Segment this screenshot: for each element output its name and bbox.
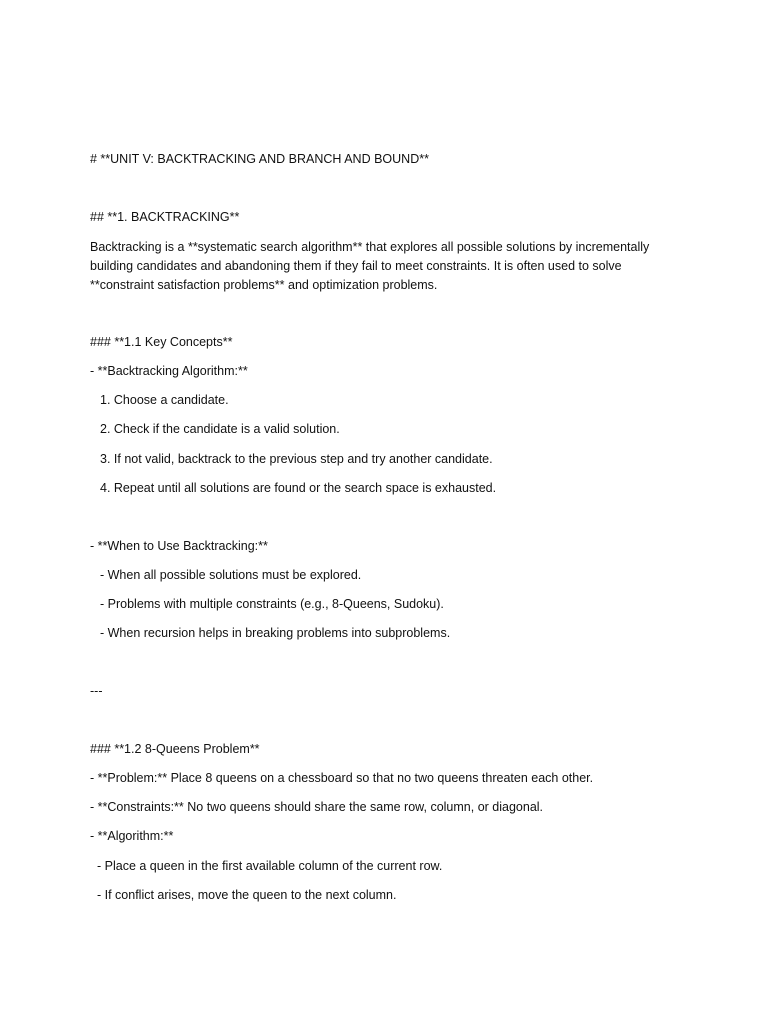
algorithm-step: 2. Check if the candidate is a valid solution. — [100, 422, 340, 436]
horizontal-separator: --- — [90, 684, 103, 698]
bullet-algorithm: - **Algorithm:** — [90, 829, 174, 843]
when-item: - When all possible solutions must be explored. — [100, 568, 362, 582]
bullet-problem: - **Problem:** Place 8 queens on a chessboard so that no two queens threaten each other. — [90, 771, 594, 785]
algorithm-step: 4. Repeat until all solutions are found or the search space is exhausted. — [100, 481, 497, 495]
bullet-when-to-use: - **When to Use Backtracking:** — [90, 539, 268, 553]
section-paragraph-backtracking: Backtracking is a **systematic search algorithm** that explores all possible solutions by incrementally building candidates and abandoning them if they fail to meet constraints. It is often used to solve **constraint satisfaction problems** and optimization problems. — [90, 240, 650, 292]
queens-algorithm-item: - If conflict arises, move the queen to the next column. — [97, 888, 397, 902]
algorithm-step: 3. If not valid, backtrack to the previous step and try another candidate. — [100, 452, 493, 466]
bullet-constraints: - **Constraints:** No two queens should share the same row, column, or diagonal. — [90, 800, 544, 814]
algorithm-step: 1. Choose a candidate. — [100, 393, 229, 407]
section-heading-backtracking: ## **1. BACKTRACKING** — [90, 210, 240, 224]
when-item: - Problems with multiple constraints (e.g., 8-Queens, Sudoku). — [100, 597, 444, 611]
document-title: # **UNIT V: BACKTRACKING AND BRANCH AND BOUND** — [90, 152, 429, 166]
when-item: - When recursion helps in breaking problems into subproblems. — [100, 626, 451, 640]
bullet-backtracking-algorithm: - **Backtracking Algorithm:** — [90, 364, 248, 378]
subsection-heading-8-queens: ### **1.2 8-Queens Problem** — [90, 742, 260, 756]
queens-algorithm-item: - Place a queen in the first available column of the current row. — [97, 859, 443, 873]
subsection-heading-key-concepts: ### **1.1 Key Concepts** — [90, 335, 233, 349]
